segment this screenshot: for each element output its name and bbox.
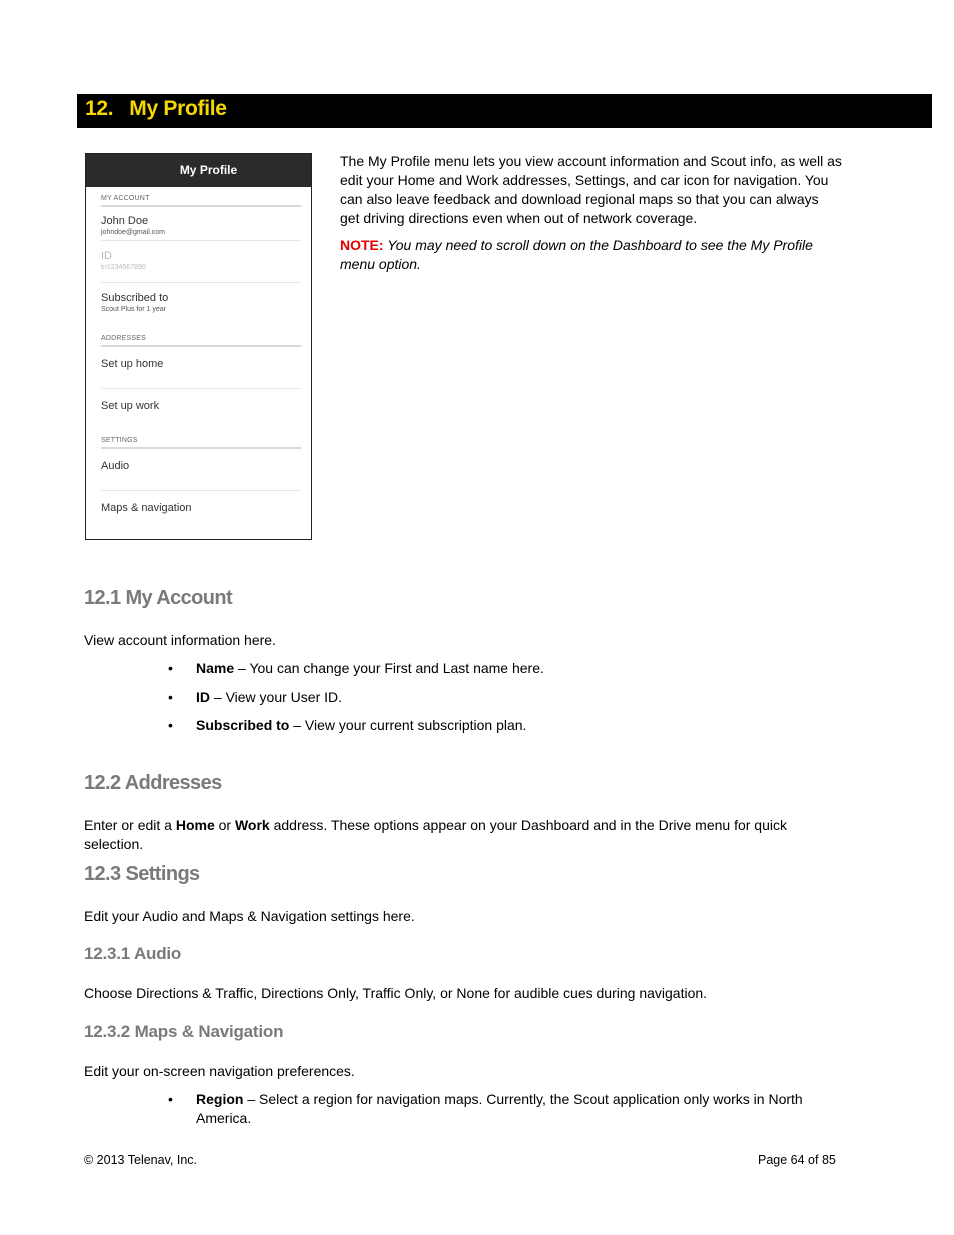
- bullet-id-text: – View your User ID.: [210, 689, 343, 705]
- bullet-name-bold: Name: [196, 660, 235, 676]
- addresses-work: Work: [234, 817, 270, 833]
- footer-page-number: Page 64 of 85: [758, 1153, 836, 1167]
- bullet-region-text-line2: America.: [196, 1110, 252, 1126]
- intro-line: edit your Home and Work addresses, Settings, and car icon for navigation. You: [340, 172, 829, 188]
- phone-row-home-label: Set up home: [101, 358, 164, 370]
- phone-row-id: [101, 241, 301, 283]
- phone-row-home: [101, 347, 301, 389]
- note-text-line2: menu option.: [340, 256, 421, 272]
- intro-line: get driving directions even when out of network coverage.: [340, 210, 698, 226]
- heading-addresses: 12.2 Addresses: [84, 772, 222, 794]
- addresses-home: Home: [175, 817, 215, 833]
- bullet-name: [168, 659, 544, 678]
- phone-row-work-label: Set up work: [101, 400, 160, 412]
- heading-maps-navigation: 12.3.2 Maps & Navigation: [84, 1022, 284, 1041]
- phone-row-subscribed-plan: Scout Plus for 1 year: [101, 306, 166, 313]
- phone-row-maps: [101, 491, 301, 533]
- phone-row-id-title: ID: [101, 250, 112, 262]
- note-paragraph: [340, 236, 900, 274]
- phone-row-name: [101, 207, 301, 241]
- my-profile-screenshot: [85, 153, 312, 540]
- bullet-dot: •: [168, 660, 173, 676]
- chapter-title: [85, 97, 227, 121]
- bullet-dot: •: [168, 1091, 173, 1107]
- addresses-paragraph: [84, 816, 864, 854]
- phone-row-subscribed: [101, 283, 301, 331]
- phone-section-my-account: MY ACCOUNT: [101, 195, 301, 207]
- bullet-region-bold: Region: [196, 1091, 244, 1107]
- heading-audio: 12.3.1 Audio: [84, 944, 182, 963]
- bullet-id: [168, 688, 343, 707]
- audio-text: Choose Directions & Traffic, Directions Only, Traffic Only, or None for audible cues during navigation.: [84, 985, 708, 1001]
- phone-row-subscribed-title: Subscribed to: [101, 292, 169, 304]
- bullet-region: [168, 1090, 876, 1128]
- bullet-subscribed-text: – View your current subscription plan.: [289, 717, 527, 733]
- phone-row-name-email: johndoe@gmail.com: [101, 229, 165, 236]
- chapter-header-bar: [77, 94, 932, 128]
- footer-copyright: © 2013 Telenav, Inc.: [84, 1153, 197, 1167]
- phone-section-settings: SETTINGS: [101, 437, 301, 449]
- phone-row-audio: [101, 449, 301, 491]
- bullet-dot: •: [168, 717, 173, 733]
- bullet-id-bold: ID: [196, 689, 210, 705]
- addresses-text-2: address. These options appear on your Dashboard and in the Drive menu for quick: [269, 817, 787, 833]
- bullet-region-text: – Select a region for navigation maps. Currently, the Scout application only works in North: [243, 1091, 803, 1107]
- settings-intro: Edit your Audio and Maps & Navigation settings here.: [84, 908, 415, 924]
- intro-line: can also leave feedback and download regional maps so that you can always: [340, 191, 819, 207]
- heading-my-account: 12.1 My Account: [84, 587, 233, 609]
- addresses-or: or: [214, 817, 235, 833]
- phone-row-audio-label: Audio: [101, 460, 130, 472]
- phone-section-addresses: ADDRESSES: [101, 335, 301, 347]
- intro-paragraph: [340, 152, 900, 228]
- phone-row-maps-label: Maps & navigation: [101, 502, 192, 514]
- intro-line: The My Profile menu lets you view account information and Scout info, as well as: [340, 153, 842, 169]
- bullet-dot: •: [168, 689, 173, 705]
- bullet-subscribed-bold: Subscribed to: [196, 717, 290, 733]
- bullet-subscribed: [168, 716, 527, 735]
- phone-row-name-title: John Doe: [101, 215, 149, 227]
- heading-settings: 12.3 Settings: [84, 863, 200, 885]
- chapter-title-text: My Profile: [129, 97, 227, 120]
- addresses-text-3: selection.: [84, 836, 144, 852]
- chapter-number: 12.: [85, 97, 114, 120]
- maps-intro: Edit your on-screen navigation preferences.: [84, 1063, 355, 1079]
- phone-row-work: [101, 389, 301, 431]
- phone-row-id-value: tn1234567890: [101, 264, 146, 271]
- bullet-name-text: – You can change your First and Last name here.: [234, 660, 544, 676]
- note-text: You may need to scroll down on the Dashboard to see the My Profile: [383, 237, 813, 253]
- my-account-intro: View account information here.: [84, 632, 276, 648]
- note-label: NOTE:: [340, 237, 384, 253]
- addresses-text-1: Enter or edit a: [84, 817, 176, 833]
- phone-header-title: My Profile: [86, 154, 311, 187]
